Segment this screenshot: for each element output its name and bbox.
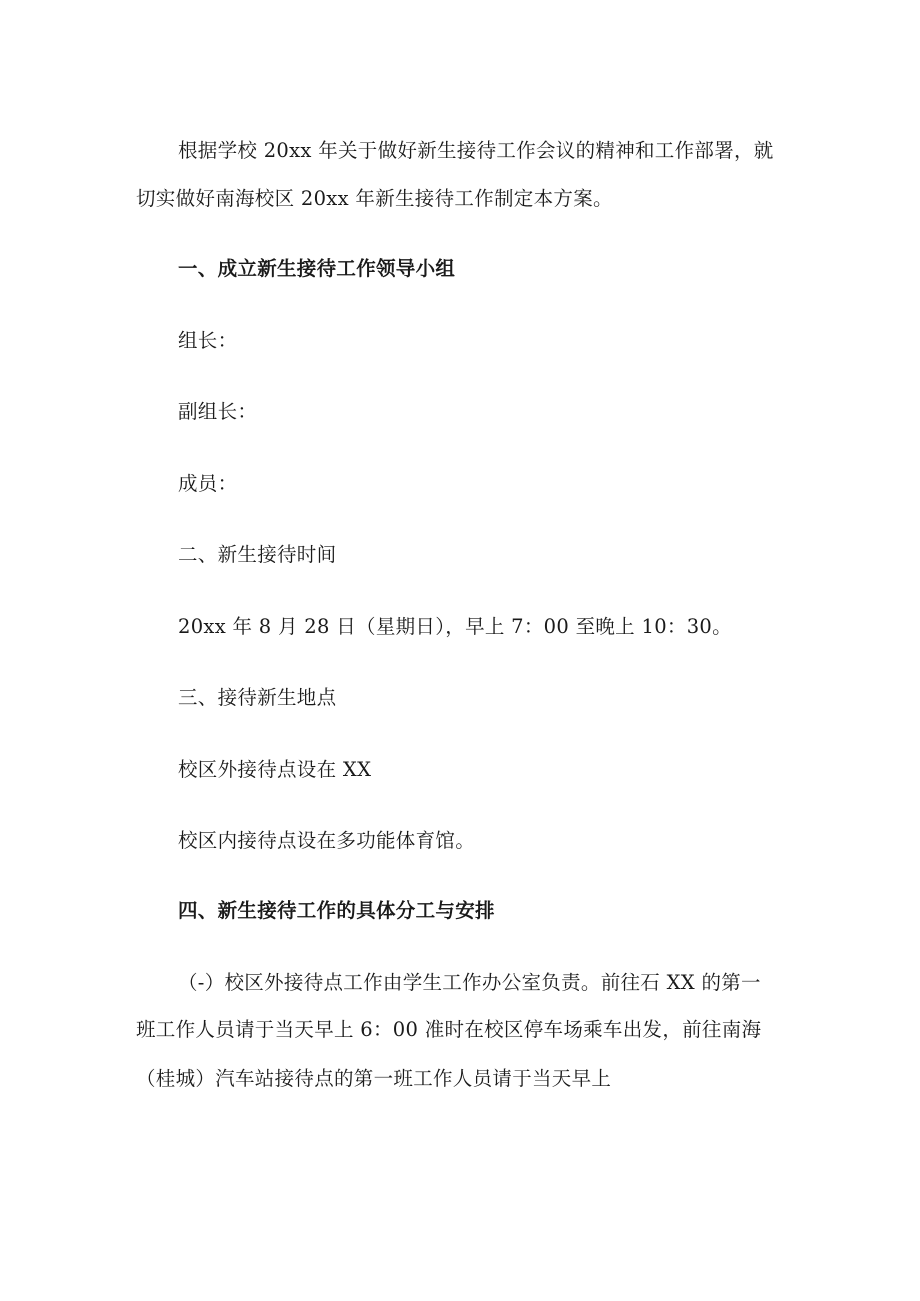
location-inside-campus: 校区内接待点设在多功能体育馆。 — [178, 829, 476, 852]
deputy-leader-label: 副组长： — [178, 400, 258, 423]
section-heading-reception-time: 二、新生接待时间 — [178, 543, 337, 566]
arrangement-paragraph-line-1: （-）校区外接待点工作由学生工作办公室负责。前往石 XX 的第一 — [178, 971, 761, 994]
intro-paragraph-line-1: 根据学校 20xx 年关于做好新生接待工作会议的精神和工作部署，就 — [178, 139, 774, 162]
members-label: 成员： — [178, 472, 238, 495]
section-heading-work-arrangement: 四、新生接待工作的具体分工与安排 — [178, 899, 495, 922]
leader-label: 组长： — [178, 329, 238, 352]
intro-paragraph-line-2: 切实做好南海校区 20xx 年新生接待工作制定本方案。 — [136, 187, 613, 210]
reception-time-text: 20xx 年 8 月 28 日（星期日），早上 7：00 至晚上 10：30。 — [178, 615, 732, 638]
section-heading-reception-location: 三、接待新生地点 — [178, 686, 337, 709]
arrangement-paragraph-line-3: （桂城）汽车站接待点的第一班工作人员请于当天早上 — [136, 1067, 612, 1090]
arrangement-paragraph-line-2: 班工作人员请于当天早上 6：00 准时在校区停车场乘车出发，前往南海 — [136, 1018, 762, 1041]
location-outside-campus: 校区外接待点设在 XX — [178, 758, 372, 781]
section-heading-leadership-group: 一、成立新生接待工作领导小组 — [178, 257, 456, 280]
